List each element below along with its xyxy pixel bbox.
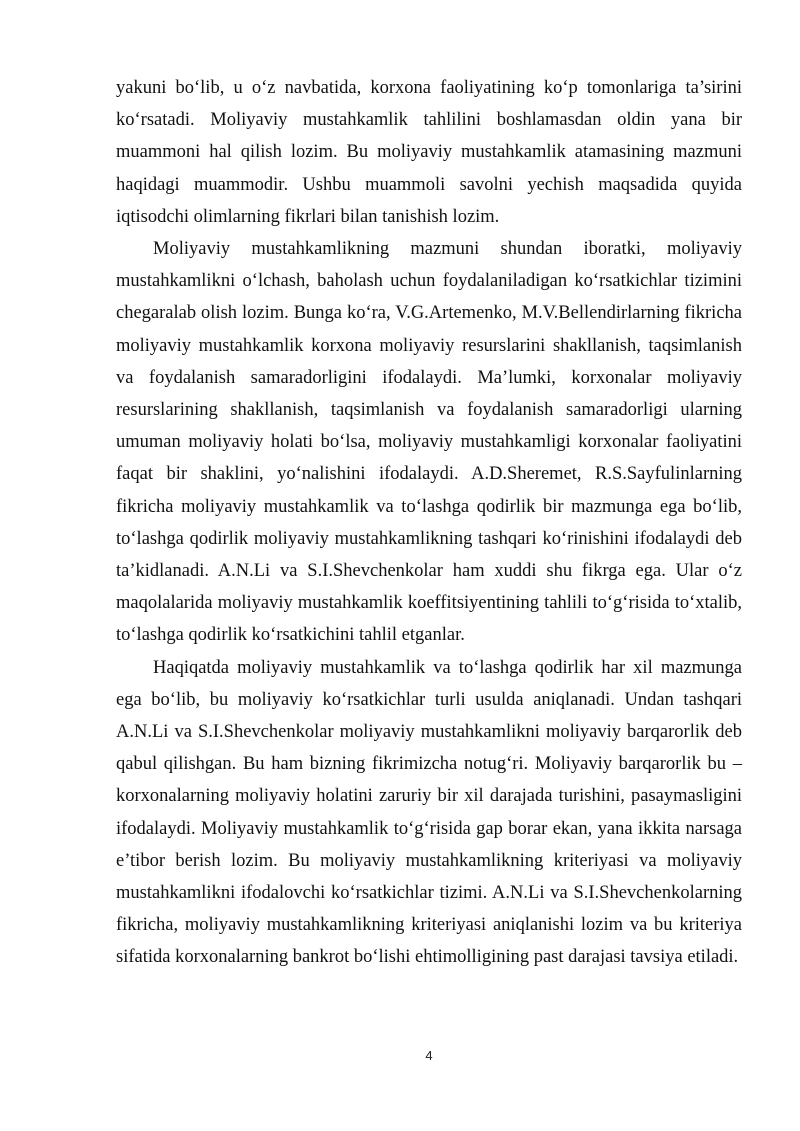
page-number: 4 (425, 1048, 433, 1063)
paragraph-1: yakuni bo‘lib, u o‘z navbatida, korxona faoliyatining ko‘p tomonlariga ta’sirini ko‘rsatadi. Moliyaviy mustahkamlik tahlilini boshlamasdan oldin yana bir muammoni hal qilish lozim. Bu moliyaviy mustahkamlik atamasining mazmuni haqidagi muammodir. Ushbu muammoli savolni yechish maqsadida quyida iqtisodchi olimlarning fikrlari bilan tanishish lozim. (116, 78, 742, 227)
paragraph-2: Moliyaviy mustahkamlikning mazmuni shundan iboratki, moliyaviy mustahkamlikni o‘lchash, baholash uchun foydalaniladigan ko‘rsatkichlar tizimini chegaralab olish lozim. Bunga ko‘ra, V.G.Artemenko, M.V.Bellendirlarning fikricha moliyaviy mustahkamlik korxona moliyaviy resurslarini shakllanish, taqsimlanish va foydalanish samaradorligini ifodalaydi. Ma’lumki, korxonalar moliyaviy resurslarining shakllanish, taqsimlanish va foydalanish samaradorligi ularning umuman moliyaviy holati bo‘lsa, moliyaviy mustahkamligi korxonalar faoliyatini faqat bir shaklini, yo‘nalishini ifodalaydi. A.D.Sheremet, R.S.Sayfulinlarning fikricha moliyaviy mustahkamlik va to‘lashga qodirlik bir mazmunga ega bo‘lib, to‘lashga qodirlik moliyaviy mustahkamlikning tashqari ko‘rinishini ifodalaydi deb ta’kidlanadi. A.N.Li va S.I.Shevchenkolar ham xuddi shu fikrga ega. Ular o‘z maqolalarida moliyaviy mustahkamlik koeffitsiyentining tahlili to‘g‘risida to‘xtalib, to‘lashga qodirlik ko‘rsatkichini tahlil etganlar. (116, 239, 742, 646)
document-page-body (116, 72, 742, 974)
paragraph-3: Haqiqatda moliyaviy mustahkamlik va to‘lashga qodirlik har xil mazmunga ega bo‘lib, bu moliyaviy ko‘rsatkichlar turli usulda aniqlanadi. Undan tashqari A.N.Li va S.I.Shevchenkolar moliyaviy mustahkamlikni moliyaviy barqarorlik deb qabul qilishgan. Bu ham bizning fikrimizcha notug‘ri. Moliyaviy barqarorlik bu – korxonalarning moliyaviy holatini zaruriy bir xil darajada turishini, pasaymasligini ifodalaydi. Moliyaviy mustahkamlik to‘g‘risida gap borar ekan, yana ikkita narsaga e’tibor berish lozim. Bu moliyaviy mustahkamlikning kriteriyasi va moliyaviy mustahkamlikni ifodalovchi ko‘rsatkichlar tizimi. A.N.Li va S.I.Shevchenkolarning fikricha, moliyaviy mustahkamlikning kriteriyasi aniqlanishi lozim va bu kriteriya sifatida korxonalarning bankrot bo‘lishi ehtimolligining past darajasi tavsiya etiladi. (116, 657, 742, 968)
